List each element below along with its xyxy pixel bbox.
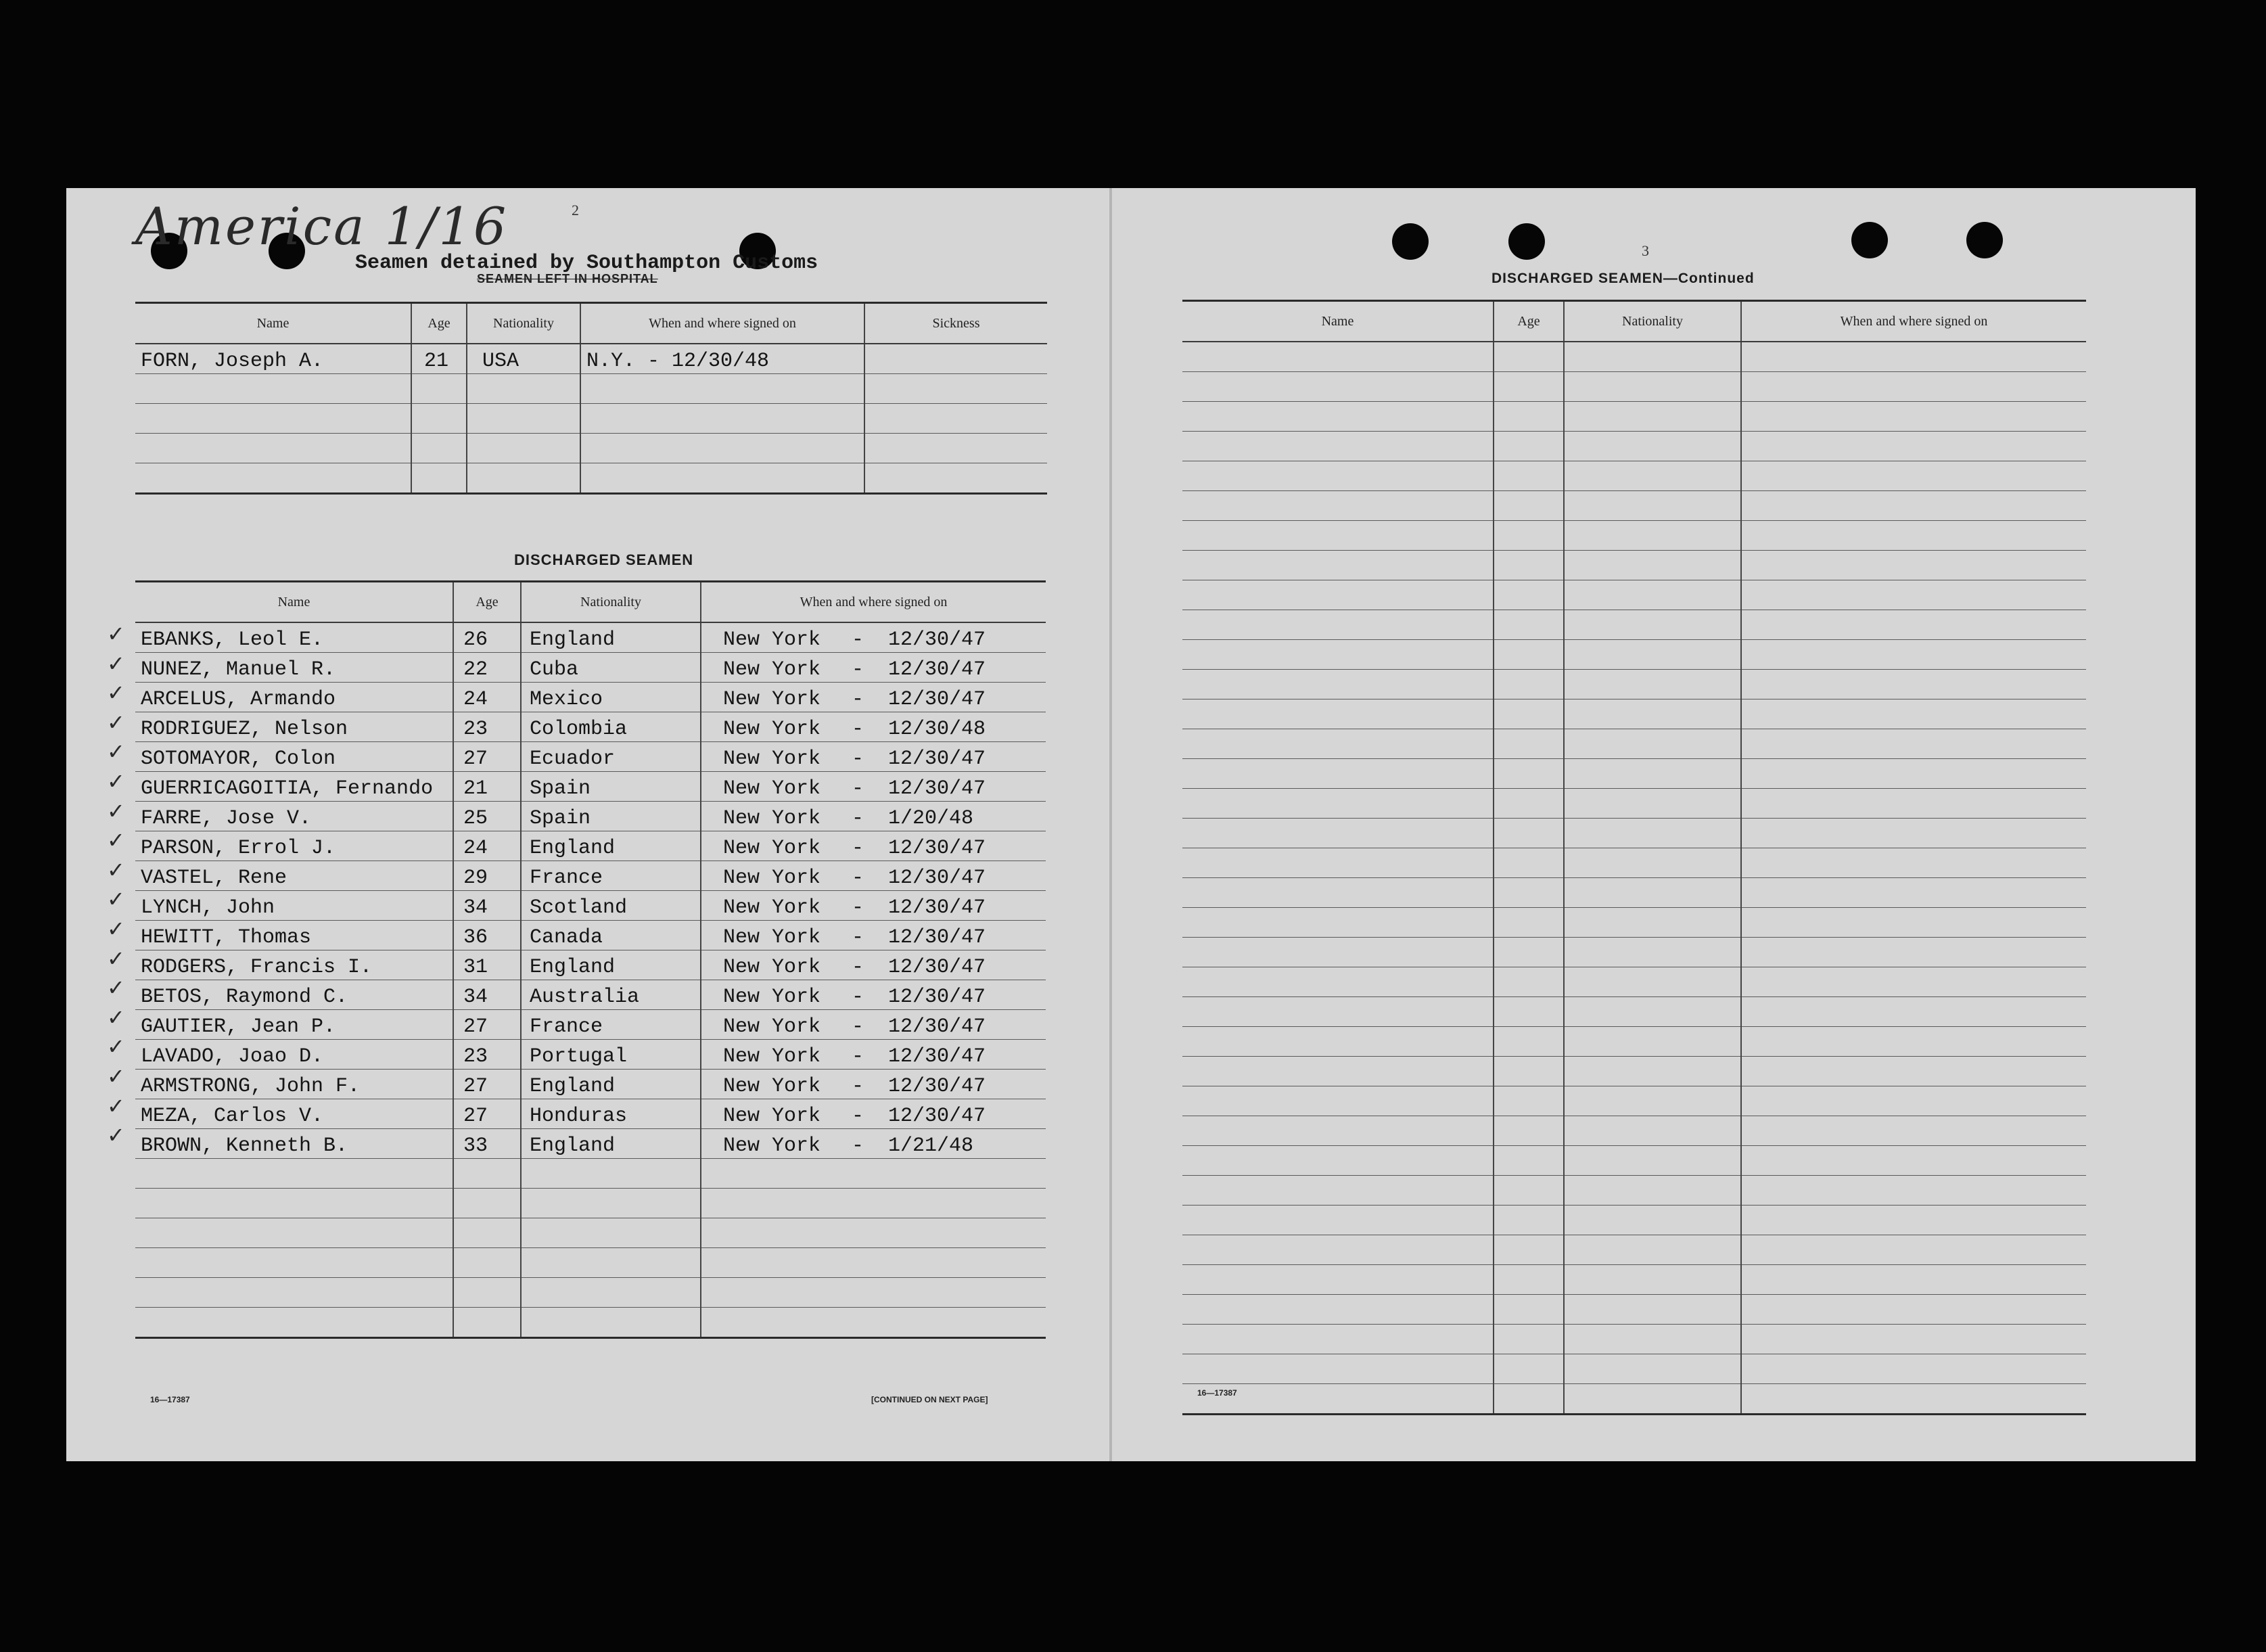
signed-on-place: New York	[723, 986, 821, 1009]
cell-sickness	[864, 344, 1047, 374]
signed-on-dash: -	[852, 807, 864, 830]
table-header-row	[1182, 301, 2086, 342]
table-row	[135, 742, 1046, 772]
table-row	[1182, 372, 2086, 402]
cell-age: 21	[453, 772, 521, 802]
table-row	[1182, 1176, 2086, 1206]
table-row	[1182, 967, 2086, 997]
cell-age: 27	[453, 1070, 521, 1099]
signed-on-date: 12/30/48	[888, 718, 986, 741]
table-row	[1182, 521, 2086, 551]
cell-name	[135, 1248, 453, 1278]
signed-on-dash: -	[852, 1045, 864, 1068]
table-row	[1182, 1146, 2086, 1176]
cell-age: 24	[453, 683, 521, 712]
cell-signed-on	[701, 891, 1046, 921]
cell-age: 23	[453, 712, 521, 742]
table-row	[1182, 1265, 2086, 1295]
table-row	[1182, 1354, 2086, 1384]
signed-on-place: New York	[723, 688, 821, 711]
signed-on-date: 12/30/47	[888, 986, 986, 1009]
check-mark-icon: ✓	[107, 916, 125, 942]
discharged-section-title: DISCHARGED SEAMEN	[514, 551, 694, 568]
signed-on-date: 1/21/48	[888, 1134, 974, 1157]
table-row	[1182, 908, 2086, 938]
column-header-age: Age	[1494, 301, 1564, 342]
column-header-sickness: Sickness	[864, 303, 1047, 344]
signed-on-date: 12/30/47	[888, 1045, 986, 1068]
table-row	[1182, 461, 2086, 491]
cell-name	[135, 1218, 453, 1248]
table-row	[135, 1099, 1046, 1129]
signed-on-place: New York	[723, 718, 821, 741]
cell-nationality: Spain	[521, 802, 701, 831]
signed-on-place: New York	[723, 956, 821, 979]
table-row	[135, 802, 1046, 831]
check-mark-icon: ✓	[107, 680, 125, 706]
signed-on-dash: -	[852, 926, 864, 949]
cell-age	[453, 1189, 521, 1218]
signed-on-place: New York	[723, 658, 821, 681]
cell-name: FORN, Joseph A.	[135, 344, 411, 374]
cell-nationality: England	[521, 831, 701, 861]
cell-name: ARCELUS, Armando	[135, 683, 453, 712]
signed-on-dash: -	[852, 986, 864, 1009]
cell-name: HEWITT, Thomas	[135, 921, 453, 950]
table-row	[135, 374, 1047, 404]
table-row	[135, 891, 1046, 921]
table-row	[135, 683, 1046, 712]
column-header-name: Name	[135, 582, 453, 623]
table-row	[135, 1278, 1046, 1308]
table-row	[1182, 670, 2086, 699]
cell-age	[453, 1308, 521, 1338]
table-row	[135, 772, 1046, 802]
check-mark-icon: ✓	[107, 739, 125, 765]
check-mark-icon: ✓	[107, 945, 125, 971]
detained-seamen-table	[135, 302, 1047, 495]
table-row	[1182, 640, 2086, 670]
cell-signed-on	[701, 1099, 1046, 1129]
signed-on-dash: -	[852, 628, 864, 651]
signed-on-dash: -	[852, 1015, 864, 1038]
column-header-nationality: Nationality	[521, 582, 701, 623]
cell-age: 29	[453, 861, 521, 891]
cell-name: LAVADO, Joao D.	[135, 1040, 453, 1070]
cell-signed-on	[701, 1070, 1046, 1099]
table-row	[1182, 432, 2086, 461]
cell-nationality: Mexico	[521, 683, 701, 712]
table-row	[1182, 1235, 2086, 1265]
cell-name: SOTOMAYOR, Colon	[135, 742, 453, 772]
cell-signed-on	[701, 1189, 1046, 1218]
cell-signed-on	[701, 1129, 1046, 1159]
column-header-nationality: Nationality	[1564, 301, 1741, 342]
check-mark-icon: ✓	[107, 827, 125, 854]
page-number: 2	[572, 202, 579, 219]
cell-name: GAUTIER, Jean P.	[135, 1010, 453, 1040]
signed-on-date: 12/30/47	[888, 628, 986, 651]
signed-on-place: New York	[723, 1075, 821, 1098]
cell-signed-on	[701, 921, 1046, 950]
check-mark-icon: ✓	[107, 768, 125, 794]
page-title: DISCHARGED SEAMEN—Continued	[1492, 271, 1755, 286]
table-row	[1182, 1057, 2086, 1086]
cell-nationality: England	[521, 1129, 701, 1159]
punch-hole	[1392, 223, 1429, 260]
signed-on-date: 12/30/47	[888, 688, 986, 711]
check-mark-icon: ✓	[107, 886, 125, 913]
cell-age: 21	[411, 344, 467, 374]
check-mark-icon: ✓	[107, 650, 125, 676]
check-mark-icon: ✓	[107, 1093, 125, 1119]
handwritten-note: America 1/16	[135, 196, 509, 256]
cell-signed-on	[701, 1278, 1046, 1308]
signed-on-date: 12/30/47	[888, 748, 986, 771]
cell-signed-on	[701, 861, 1046, 891]
page-number: 3	[1642, 242, 1649, 259]
cell-name: BROWN, Kenneth B.	[135, 1129, 453, 1159]
table-row	[1182, 848, 2086, 878]
cell-age	[453, 1159, 521, 1189]
cell-nationality	[521, 1278, 701, 1308]
table-row	[135, 1040, 1046, 1070]
cell-nationality	[521, 1189, 701, 1218]
table-row	[135, 921, 1046, 950]
table-row	[1182, 1086, 2086, 1116]
signed-on-dash: -	[852, 1075, 864, 1098]
cell-nationality: USA	[467, 344, 580, 374]
signed-on-place: New York	[723, 926, 821, 949]
cell-signed-on	[701, 950, 1046, 980]
cell-name	[135, 1159, 453, 1189]
check-mark-icon: ✓	[107, 1004, 125, 1030]
cell-name: ARMSTRONG, John F.	[135, 1070, 453, 1099]
table-row	[135, 622, 1046, 653]
signed-on-dash: -	[852, 867, 864, 890]
check-mark-icon: ✓	[107, 798, 125, 824]
table-row	[1182, 789, 2086, 819]
cell-name	[135, 1278, 453, 1308]
cell-age	[453, 1248, 521, 1278]
table-header-row	[135, 303, 1047, 344]
signed-on-place: New York	[723, 1134, 821, 1157]
cell-age: 27	[453, 1010, 521, 1040]
cell-nationality: Portugal	[521, 1040, 701, 1070]
cell-age: 33	[453, 1129, 521, 1159]
check-mark-icon: ✓	[107, 709, 125, 735]
cell-age: 36	[453, 921, 521, 950]
cell-name: PARSON, Errol J.	[135, 831, 453, 861]
signed-on-dash: -	[852, 658, 864, 681]
cell-name: BETOS, Raymond C.	[135, 980, 453, 1010]
cell-age: 31	[453, 950, 521, 980]
table-row	[1182, 402, 2086, 432]
signed-on-date: 1/20/48	[888, 807, 974, 830]
cell-nationality: Ecuador	[521, 742, 701, 772]
cell-signed-on	[701, 802, 1046, 831]
cell-nationality: France	[521, 861, 701, 891]
signed-on-date: 12/30/47	[888, 837, 986, 860]
cell-nationality: Scotland	[521, 891, 701, 921]
cell-signed-on	[701, 1218, 1046, 1248]
check-mark-icon: ✓	[107, 1034, 125, 1060]
cell-age: 23	[453, 1040, 521, 1070]
cell-name: RODRIGUEZ, Nelson	[135, 712, 453, 742]
cell-age: 27	[453, 1099, 521, 1129]
table-row	[135, 653, 1046, 683]
cell-age: 22	[453, 653, 521, 683]
discharged-continued-table	[1182, 300, 2086, 1415]
table-row	[1182, 1325, 2086, 1354]
check-mark-icon: ✓	[107, 1063, 125, 1089]
cell-nationality: France	[521, 1010, 701, 1040]
table-row	[1182, 878, 2086, 908]
cell-age: 27	[453, 742, 521, 772]
table-row	[1182, 1116, 2086, 1146]
cell-signed-on	[701, 1248, 1046, 1278]
cell-age: 34	[453, 980, 521, 1010]
cell-signed-on	[701, 1308, 1046, 1338]
cell-age: 34	[453, 891, 521, 921]
signed-on-dash: -	[852, 1134, 864, 1157]
signed-on-place: New York	[723, 1105, 821, 1128]
check-mark-icon: ✓	[107, 1122, 125, 1149]
cell-signed-on	[701, 772, 1046, 802]
table-row	[135, 712, 1046, 742]
table-row	[1182, 491, 2086, 521]
cell-signed-on	[701, 622, 1046, 653]
signed-on-date: 12/30/47	[888, 956, 986, 979]
table-row	[135, 344, 1047, 374]
cell-name: RODGERS, Francis I.	[135, 950, 453, 980]
table-row	[1182, 342, 2086, 372]
table-row	[135, 861, 1046, 891]
table-row	[1182, 551, 2086, 580]
signed-on-dash: -	[852, 896, 864, 919]
cell-signed-on	[701, 653, 1046, 683]
cell-signed-on: N.Y. - 12/30/48	[580, 344, 864, 374]
cell-name: LYNCH, John	[135, 891, 453, 921]
table-row	[1182, 997, 2086, 1027]
signed-on-date: 12/30/47	[888, 1015, 986, 1038]
cell-name: MEZA, Carlos V.	[135, 1099, 453, 1129]
signed-on-place: New York	[723, 1015, 821, 1038]
table-row	[135, 463, 1047, 494]
signed-on-dash: -	[852, 688, 864, 711]
table-row	[1182, 1295, 2086, 1325]
continued-note: [CONTINUED ON NEXT PAGE]	[871, 1395, 988, 1404]
cell-signed-on	[701, 831, 1046, 861]
cell-nationality	[521, 1218, 701, 1248]
table-row	[1182, 699, 2086, 729]
cell-nationality	[521, 1159, 701, 1189]
cell-name: NUNEZ, Manuel R.	[135, 653, 453, 683]
signed-on-date: 12/30/47	[888, 926, 986, 949]
table-header-row	[135, 582, 1046, 623]
column-header-age: Age	[411, 303, 467, 344]
table-row	[135, 404, 1047, 434]
signed-on-dash: -	[852, 1105, 864, 1128]
table-row	[1182, 1027, 2086, 1057]
cell-name: VASTEL, Rene	[135, 861, 453, 891]
cell-nationality: Colombia	[521, 712, 701, 742]
signed-on-date: 12/30/47	[888, 896, 986, 919]
signed-on-dash: -	[852, 718, 864, 741]
cell-signed-on	[701, 980, 1046, 1010]
signed-on-date: 12/30/47	[888, 1105, 986, 1128]
signed-on-place: New York	[723, 628, 821, 651]
cell-signed-on	[701, 742, 1046, 772]
table-row	[1182, 729, 2086, 759]
cell-nationality: England	[521, 950, 701, 980]
table-row	[1182, 1384, 2086, 1415]
cell-age	[453, 1278, 521, 1308]
signed-on-dash: -	[852, 837, 864, 860]
signed-on-dash: -	[852, 748, 864, 771]
table-row	[1182, 1206, 2086, 1235]
signed-on-dash: -	[852, 956, 864, 979]
signed-on-date: 12/30/47	[888, 1075, 986, 1098]
signed-on-place: New York	[723, 748, 821, 771]
cell-signed-on	[701, 1040, 1046, 1070]
column-header-nationality: Nationality	[467, 303, 580, 344]
table-row	[135, 831, 1046, 861]
signed-on-place: New York	[723, 837, 821, 860]
table-row	[135, 434, 1047, 463]
table-row	[135, 950, 1046, 980]
column-header-signed-on: When and where signed on	[1741, 301, 2086, 342]
cell-name: GUERRICAGOITIA, Fernando	[135, 772, 453, 802]
cell-signed-on	[701, 1159, 1046, 1189]
column-header-name: Name	[135, 303, 411, 344]
check-mark-icon: ✓	[107, 975, 125, 1001]
cell-nationality	[521, 1308, 701, 1338]
check-mark-icon: ✓	[107, 856, 125, 883]
column-header-signed-on: When and where signed on	[580, 303, 864, 344]
punch-hole	[1851, 222, 1888, 258]
table-row	[135, 1248, 1046, 1278]
discharged-seamen-table	[135, 580, 1046, 1339]
check-mark-icon: ✓	[107, 621, 125, 647]
table-row	[135, 1129, 1046, 1159]
table-row	[135, 1308, 1046, 1338]
punch-hole	[1508, 223, 1545, 260]
cell-name	[135, 1189, 453, 1218]
cell-name	[135, 1308, 453, 1338]
table-row	[135, 980, 1046, 1010]
cell-signed-on	[701, 1010, 1046, 1040]
cell-age	[453, 1218, 521, 1248]
cell-nationality: England	[521, 622, 701, 653]
cell-name: EBANKS, Leol E.	[135, 622, 453, 653]
signed-on-date: 12/30/47	[888, 867, 986, 890]
signed-on-place: New York	[723, 777, 821, 800]
cell-age: 25	[453, 802, 521, 831]
page-title: Seamen detained by Southampton Customs	[355, 252, 818, 275]
cell-signed-on	[701, 712, 1046, 742]
signed-on-place: New York	[723, 1045, 821, 1068]
table-row	[135, 1159, 1046, 1189]
cell-nationality: Spain	[521, 772, 701, 802]
signed-on-place: New York	[723, 867, 821, 890]
column-header-signed-on: When and where signed on	[701, 582, 1046, 623]
signed-on-date: 12/30/47	[888, 658, 986, 681]
cell-nationality: Canada	[521, 921, 701, 950]
cell-age: 26	[453, 622, 521, 653]
signed-on-place: New York	[723, 896, 821, 919]
signed-on-place: New York	[723, 807, 821, 830]
signed-on-dash: -	[852, 777, 864, 800]
form-number: 16—17387	[1197, 1388, 1237, 1398]
cell-name: FARRE, Jose V.	[135, 802, 453, 831]
signed-on-date: 12/30/47	[888, 777, 986, 800]
table-row	[1182, 819, 2086, 848]
struck-subtitle: SEAMEN LEFT IN HOSPITAL	[477, 272, 658, 285]
table-row	[135, 1010, 1046, 1040]
form-number: 16—17387	[150, 1395, 190, 1404]
table-row	[1182, 759, 2086, 789]
table-row	[135, 1218, 1046, 1248]
cell-age: 24	[453, 831, 521, 861]
cell-nationality: Cuba	[521, 653, 701, 683]
cell-nationality	[521, 1248, 701, 1278]
column-header-name: Name	[1182, 301, 1494, 342]
table-row	[1182, 938, 2086, 967]
column-header-age: Age	[453, 582, 521, 623]
punch-hole	[1966, 222, 2003, 258]
table-row	[1182, 580, 2086, 610]
cell-nationality: Honduras	[521, 1099, 701, 1129]
cell-nationality: England	[521, 1070, 701, 1099]
table-row	[135, 1070, 1046, 1099]
table-row	[135, 1189, 1046, 1218]
cell-nationality: Australia	[521, 980, 701, 1010]
table-row	[1182, 610, 2086, 640]
cell-signed-on	[701, 683, 1046, 712]
page-fold	[1109, 188, 1112, 1461]
